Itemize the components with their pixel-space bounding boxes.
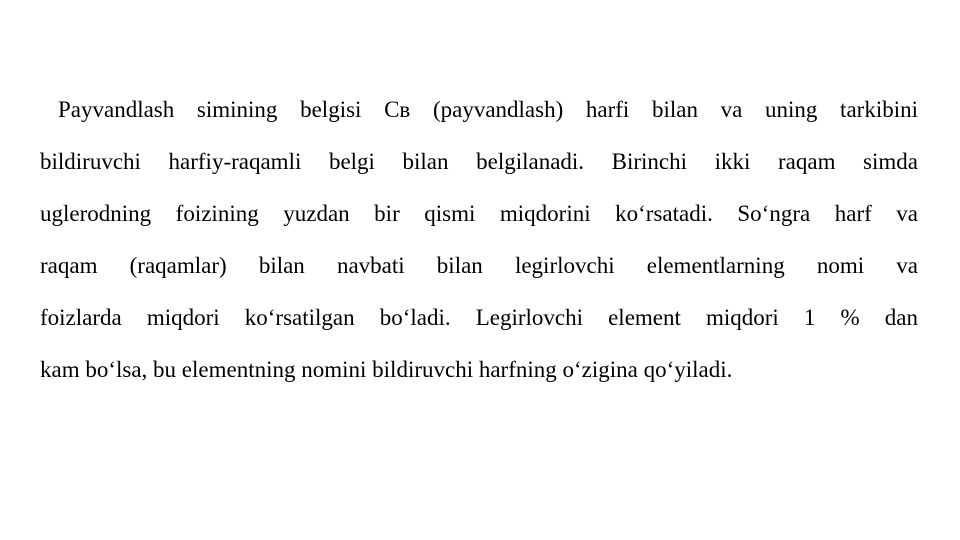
paragraph-line: kam bo‘lsa, bu elementning nomini bildiruvchi harfning o‘zigina qo‘yiladi.	[40, 357, 733, 382]
body-paragraph	[40, 84, 918, 396]
paragraph-line: foizlarda miqdori ko‘rsatilgan bo‘ladi. Legirlovchi element miqdori 1 % dan	[40, 305, 918, 330]
paragraph-line: bildiruvchi harfiy-raqamli belgi bilan belgilanadi. Birinchi ikki raqam simda	[40, 149, 918, 174]
paragraph-line: raqam (raqamlar) bilan navbati bilan legirlovchi elementlarning nomi va	[40, 253, 918, 278]
paragraph-line: uglerodning foizining yuzdan bir qismi miqdorini ko‘rsatadi. So‘ngra harf va	[40, 201, 918, 226]
paragraph-line: Payvandlash simining belgisi Cв (payvandlash) harfi bilan va uning tarkibini	[58, 97, 918, 122]
